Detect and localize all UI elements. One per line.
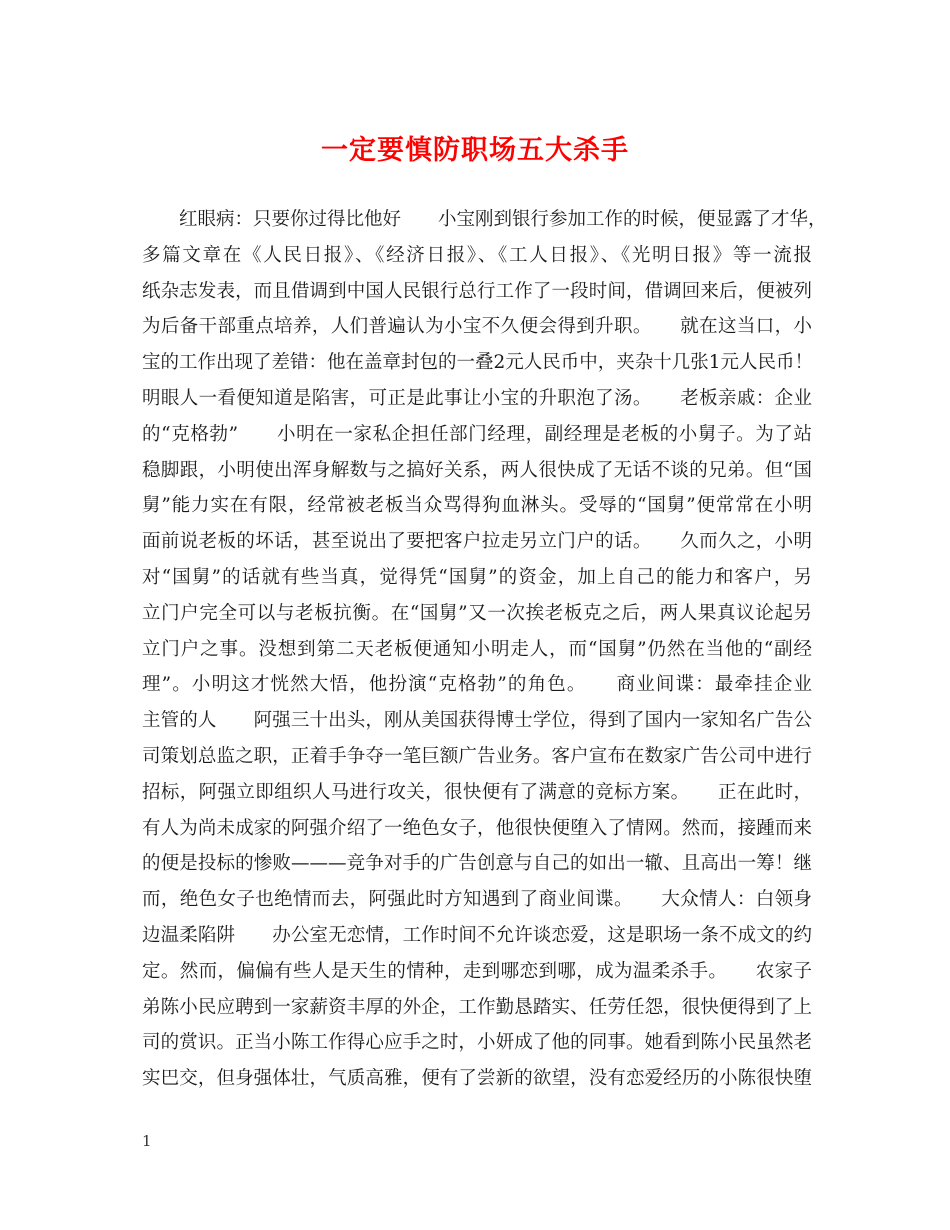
body-line: 而，绝色女子也绝情而去，阿强此时方知遇到了商业间谍。 大众情人：白领身	[142, 889, 812, 911]
document-body	[142, 202, 827, 1097]
body-line: 主管的人 阿强三十出头，刚从美国获得博士学位，得到了国内一家知名广告公	[142, 710, 812, 732]
body-line: 立门户完全可以与老板抗衡。在“国舅”又一次挨老板克之后，两人果真议论起另	[142, 602, 812, 624]
body-line: 面前说老板的坏话，甚至说出了要把客户拉走另立门户的话。 久而久之，小明	[142, 531, 812, 553]
document-title: 一定要慎防职场五大杀手	[321, 135, 629, 166]
body-line: 立门户之事。没想到第二天老板便通知小明走人，而“国舅”仍然在当他的“副经	[142, 638, 812, 660]
body-line: 弟陈小民应聘到一家薪资丰厚的外企，工作勤恳踏实、任劳任怨，很快便得到了上	[142, 996, 812, 1018]
page-number: 1	[142, 1132, 152, 1150]
body-line: 明眼人一看便知道是陷害，可正是此事让小宝的升职泡了汤。 老板亲戚：企业	[142, 387, 812, 409]
body-line: 实巴交，但身强体壮，气质高雅，便有了尝新的欲望，没有恋爱经历的小陈很快堕	[142, 1068, 812, 1090]
body-line: 的“克格勃” 小明在一家私企担任部门经理，副经理是老板的小舅子。为了站	[142, 423, 812, 445]
body-line: 多篇文章在《人民日报》、《经济日报》、《工人日报》、《光明日报》等一流报	[142, 244, 812, 266]
body-line: 有人为尚未成家的阿强介绍了一绝色女子，他很快便堕入了情网。然而，接踵而来	[142, 817, 812, 839]
body-line: 对“国舅”的话就有些当真，觉得凭“国舅”的资金，加上自己的能力和客户，另	[142, 566, 812, 588]
body-line: 舅”能力实在有限，经常被老板当众骂得狗血淋头。受辱的“国舅”便常常在小明	[142, 495, 812, 517]
body-line: 招标，阿强立即组织人马进行攻关，很快便有了满意的竞标方案。 正在此时，	[142, 781, 812, 803]
body-line: 纸杂志发表，而且借调到中国人民银行总行工作了一段时间，借调回来后，便被列	[142, 280, 812, 302]
body-line: 定。然而，偏偏有些人是天生的情种，走到哪恋到哪，成为温柔杀手。 农家子	[142, 960, 812, 982]
body-line: 理”。小明这才恍然大悟，他扮演“克格勃”的角色。 商业间谍：最牵挂企业	[142, 674, 812, 696]
body-line: 宝的工作出现了差错：他在盖章封包的一叠2元人民币中，夹杂十几张1元人民币！	[142, 352, 814, 374]
body-line: 稳脚跟，小明使出浑身解数与之搞好关系，两人很快成了无话不谈的兄弟。但“国	[142, 459, 812, 481]
body-line: 红眼病：只要你过得比他好 小宝刚到银行参加工作的时候，便显露了才华，	[179, 209, 827, 230]
body-line: 为后备干部重点培养，人们普遍认为小宝不久便会得到升职。 就在这当口，小	[142, 316, 812, 338]
body-line: 边温柔陷阱 办公室无恋情，工作时间不允许谈恋爱，这是职场一条不成文的约	[142, 924, 812, 946]
body-line: 司策划总监之职，正着手争夺一笔巨额广告业务。客户宣布在数家广告公司中进行	[142, 745, 812, 767]
body-line: 司的赏识。正当小陈工作得心应手之时，小妍成了他的同事。她看到陈小民虽然老	[142, 1032, 812, 1054]
body-line: 的便是投标的惨败———竞争对手的广告创意与自己的如出一辙、且高出一筹！继	[142, 853, 812, 875]
